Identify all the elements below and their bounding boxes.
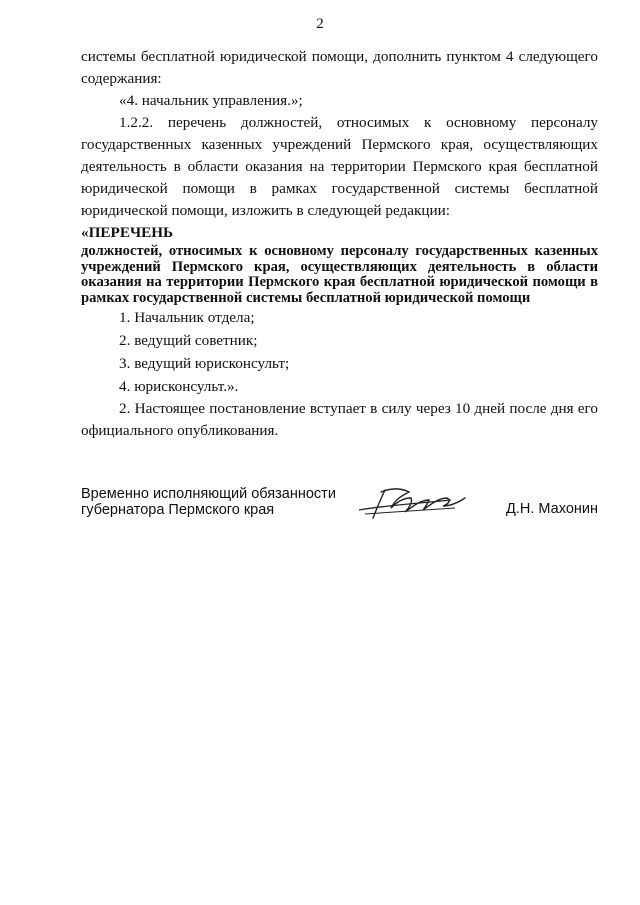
positions-list bbox=[81, 306, 598, 398]
paragraph-new-item: «4. начальник управления.»; bbox=[119, 92, 303, 109]
list-item: 1. Начальник отдела; bbox=[119, 309, 255, 326]
paragraph-effective-date: 2. Настоящее постановление вступает в силу через 10 дней после дня его официального опубликования. bbox=[81, 400, 598, 439]
paragraph-list-amendment: 1.2.2. перечень должностей, относимых к основному персоналу государственных казенных учреждений Пермского края, осуществляющих деятельность в области оказания на территории Пермского края бесплатной юридической помощи в рамках государственной системы бесплатной юридической помощи, изложить в следующей редакции: bbox=[81, 114, 598, 219]
page-number: 2 bbox=[316, 16, 324, 32]
list-item: 2. ведущий советник; bbox=[119, 332, 258, 349]
signatory-position: Временно исполняющий обязанности губернатора Пермского края bbox=[81, 486, 336, 518]
list-item: 3. ведущий юрисконсульт; bbox=[119, 355, 290, 372]
handwritten-signature-icon bbox=[351, 484, 471, 524]
list-item: 4. юрисконсульт.». bbox=[119, 378, 239, 395]
signatory-name: Д.Н. Махонин bbox=[506, 501, 598, 517]
document-body bbox=[81, 46, 598, 442]
list-heading: «ПЕРЕЧЕНЬ bbox=[81, 224, 174, 241]
list-title: должностей, относимых к основному персоналу государственных казенных учреждений Пермского края, осуществляющих деятельность в области оказания на территории Пермского края бесплатной юридической помощи в рамках государственной системы бесплатной юридической помощи bbox=[81, 243, 598, 306]
paragraph-continuation: системы бесплатной юридической помощи, дополнить пунктом 4 следующего содержания: bbox=[81, 48, 598, 87]
